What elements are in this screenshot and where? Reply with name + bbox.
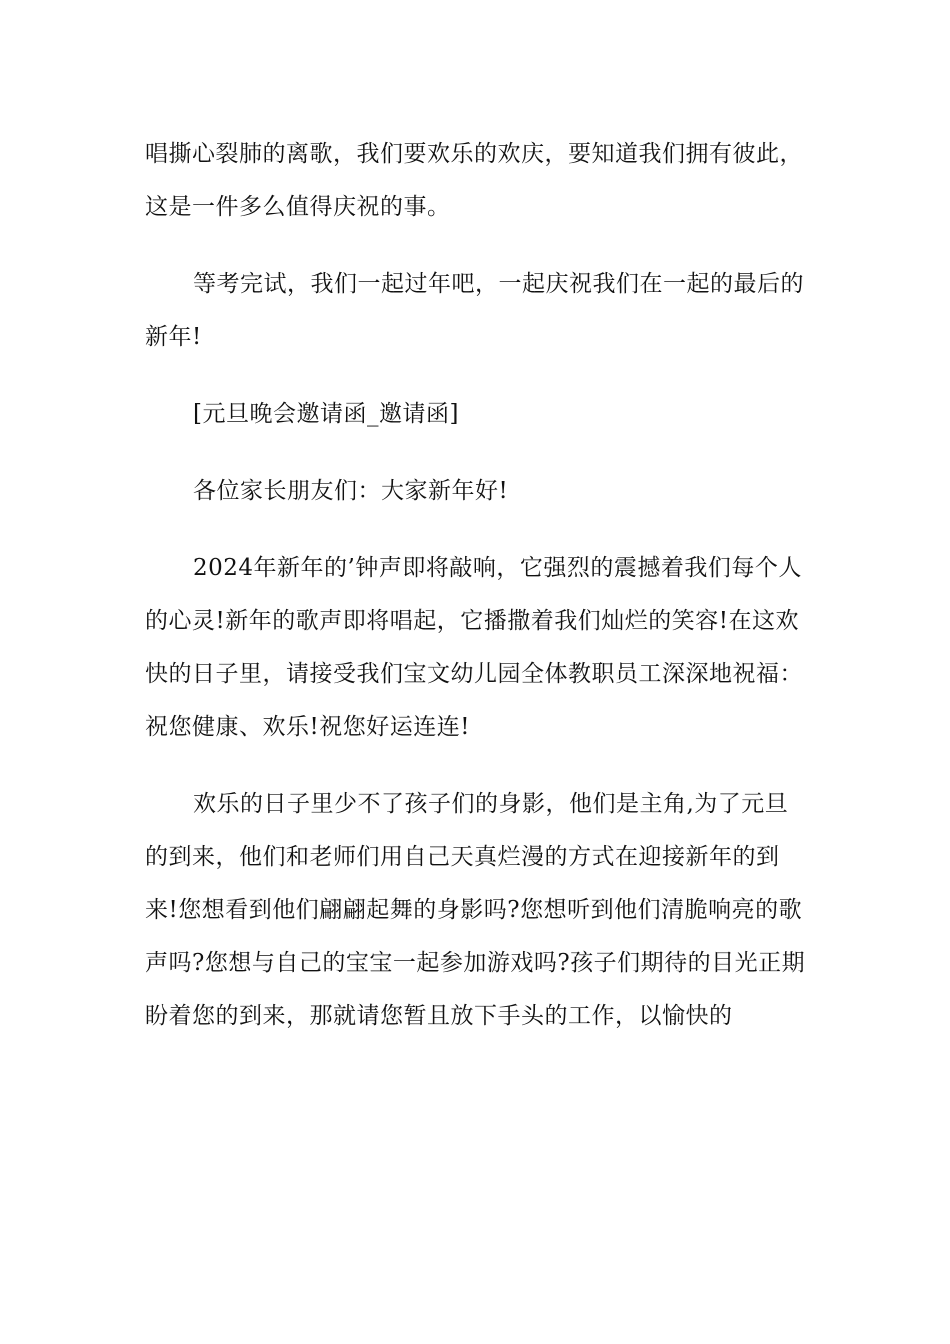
paragraph-new-year-bells: 2024年新年的’钟声即将敲响，它强烈的震撼着我们每个人的心灵!新年的歌声即将唱起，它播撒着我们灿烂的笑容!在这欢快的日子里，请接受我们宝文幼儿园全体教职员工深深地祝福：祝您健康、欢乐!祝您好运连连! xyxy=(145,555,803,740)
paragraph-children-invitation: 欢乐的日子里少不了孩子们的身影，他们是主角,为了元旦的到来，他们和老师们用自己天真烂漫的方式在迎接新年的到来!您想看到他们翩翩起舞的身影吗?您想听到他们清脆响亮的歌声吗?您想与自己的宝宝一起参加游戏吗?孩子们期待的目光正期盼着您的到来，那就请您暂且放下手头的工作，以愉快的 xyxy=(145,791,806,1029)
paragraph-greeting: 各位家长朋友们：大家新年好! xyxy=(193,478,509,504)
paragraph-exam-new-year: 等考完试，我们一起过年吧，一起庆祝我们在一起的最后的新年! xyxy=(145,271,804,350)
document-body xyxy=(145,128,810,1067)
paragraph-heading-invitation: [元旦晚会邀请函_邀请函] xyxy=(193,401,459,427)
paragraph-continuation: 唱撕心裂肺的离歌，我们要欢乐的欢庆，要知道我们拥有彼此，这是一件多么值得庆祝的事。 xyxy=(145,141,803,220)
